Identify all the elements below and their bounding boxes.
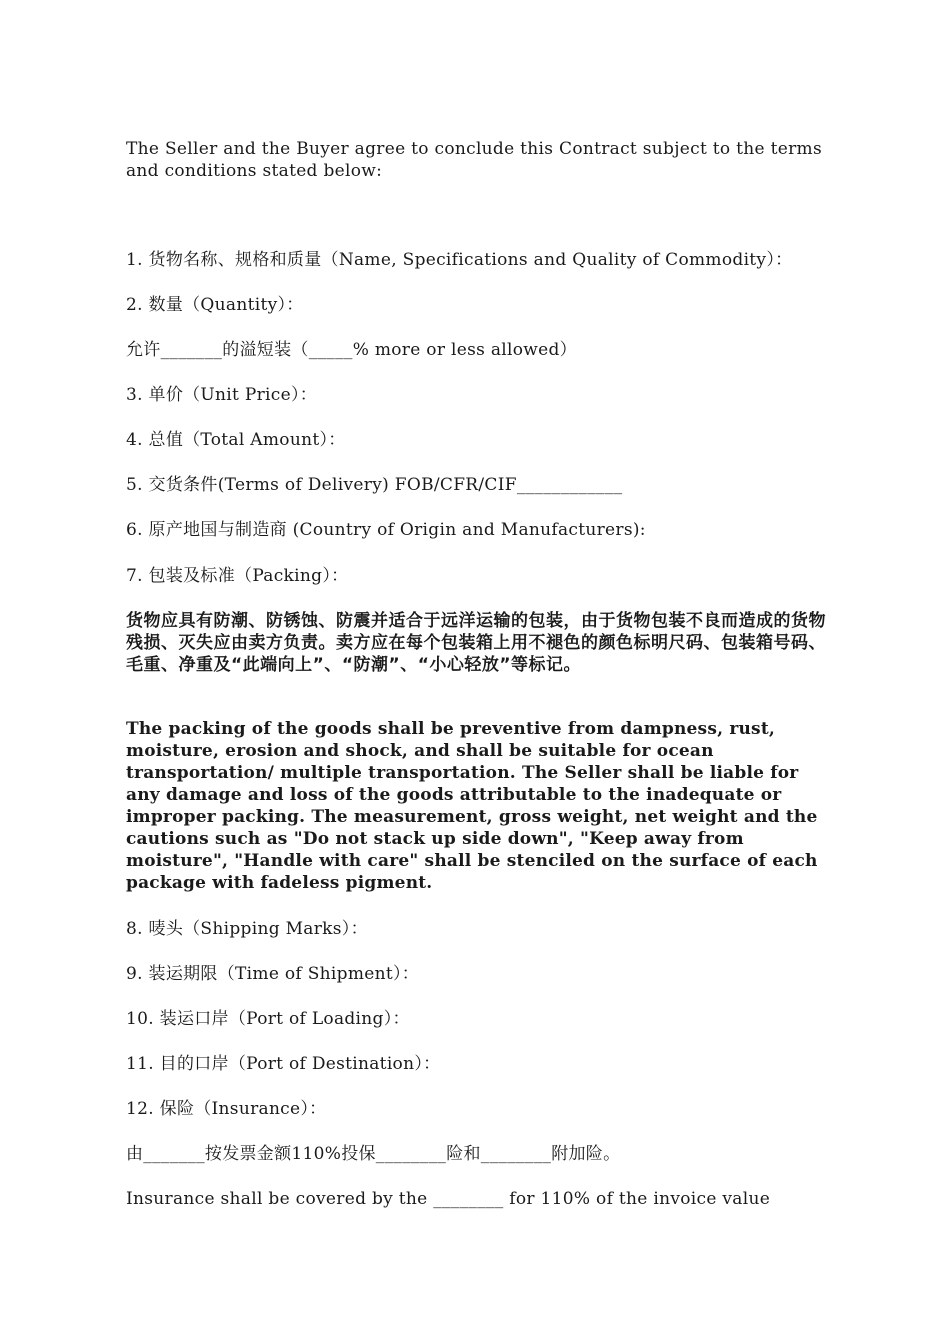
clause-4-total-amount: 4. 总值（Total Amount）： — [126, 430, 346, 450]
clause-9-time-of-shipment: 9. 装运期限（Time of Shipment）： — [126, 964, 420, 984]
insurance-english-line: Insurance shall be covered by the ________ for 110% of the invoice value — [126, 1189, 771, 1209]
insurance-chinese-line: 由_______按发票金额110%投保________险和________附加险。 — [126, 1144, 621, 1164]
packing-english-text: The packing of the goods shall be preventive from dampness, rust, moisture, erosion and shock, and shall be suitable for ocean transportation/ multiple transportation. The Seller shall be liable for any damage and loss of the goods attributable to the inadequate or improper packing. The measurement, gross weight, net weight and the cautions such as "Do not stack up side down", "Keep away from moisture", "Handle with care" shall be stenciled on the surface of each package with fadeless pigment. — [126, 719, 818, 893]
clause-7-packing: 7. 包装及标准（Packing）： — [126, 566, 349, 586]
clause-2-allowance: 允许_______的溢短装（_____% more or less allowed） — [126, 340, 577, 360]
clause-12-insurance: 12. 保险（Insurance）： — [126, 1099, 327, 1119]
intro-paragraph: The Seller and the Buyer agree to conclude this Contract subject to the terms and conditions stated below: — [126, 139, 822, 181]
packing-chinese-text: 货物应具有防潮、防锈蚀、防震并适合于远洋运输的包装，由于货物包装不良而造成的货物残损、灭失应由卖方负责。卖方应在每个包装箱上用不褪色的颜色标明尺码、包装箱号码、毛重、净重及“此端向上”、“防潮”、“小心轻放”等标记。 — [126, 611, 826, 675]
clause-8-shipping-marks: 8. 唛头（Shipping Marks）： — [126, 919, 368, 939]
clause-3-unit-price: 3. 单价（Unit Price）： — [126, 385, 318, 405]
clause-6-origin: 6. 原产地国与制造商 (Country of Origin and Manufacturers): — [126, 520, 646, 540]
clause-10-port-of-loading: 10. 装运口岸（Port of Loading）： — [126, 1009, 410, 1029]
clause-2-quantity: 2. 数量（Quantity）： — [126, 295, 304, 315]
clause-1-commodity: 1. 货物名称、规格和质量（Name, Specifications and Quality of Commodity）： — [126, 250, 793, 270]
clause-11-port-of-destination: 11. 目的口岸（Port of Destination）： — [126, 1054, 441, 1074]
clause-5-terms-of-delivery: 5. 交货条件(Terms of Delivery) FOB/CFR/CIF____________ — [126, 475, 623, 495]
